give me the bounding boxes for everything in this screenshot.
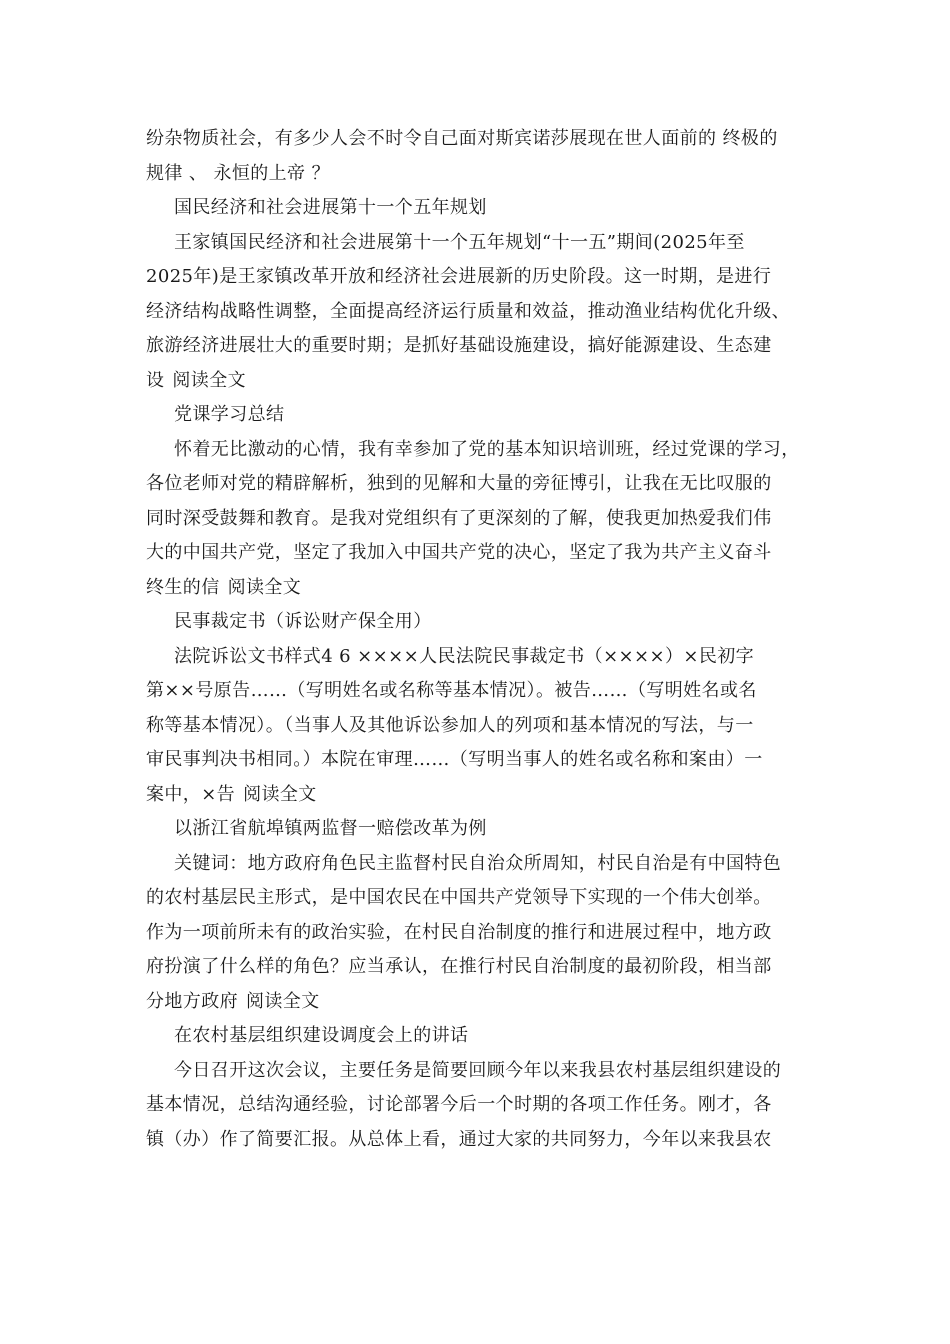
article-last-line: [146, 778, 810, 813]
article-title: 在农村基层组织建设调度会上的讲话: [174, 1025, 469, 1046]
article-line: 案中，×告: [146, 783, 236, 805]
article-line: 审民事判决书相同。）本院在审理……（写明当事人的姓名或名称和案由）一: [146, 749, 763, 770]
article-line: 第××号原告……（写明姓名或名称等基本情况）。被告……（写明姓名或名: [146, 680, 757, 701]
article-line: 大的中国共产党，坚定了我加入中国共产党的决心，坚定了我为共产主义奋斗: [146, 542, 772, 563]
read-more-link[interactable]: 阅读全文: [227, 576, 302, 598]
article-line: 2025年)是王家镇改革开放和经济社会进展新的历史阶段。这一时期，是进行: [146, 266, 772, 287]
article: [146, 812, 810, 1019]
article-line: 基本情况，总结沟通经验，讨论部署今后一个时期的各项工作任务。刚才，各: [146, 1094, 772, 1115]
article-line: 的农村基层民主形式，是中国农民在中国共产党领导下实现的一个伟大创举。: [146, 887, 772, 908]
article-line: 设: [146, 369, 165, 391]
article-line: 同时深受鼓舞和教育。是我对党组织有了更深刻的了解，使我更加热爱我们伟: [146, 507, 772, 529]
intro-line: 纷杂物质社会，有多少人会不时令自己面对斯宾诺莎展现在世人面前的 终极的: [146, 128, 778, 149]
article-line: 终生的信: [146, 576, 220, 598]
article-line: 作为一项前所未有的政治实验，在村民自治制度的推行和进展过程中，地方政: [146, 921, 772, 943]
article: [146, 605, 810, 812]
article-line: 府扮演了什么样的角色？应当承认，在推行村民自治制度的最初阶段，相当部: [146, 956, 772, 977]
article: [146, 1019, 810, 1157]
article-line: 称等基本情况）。（当事人及其他诉讼参加人的列项和基本情况的写法，与一: [146, 714, 754, 736]
article-line: 怀着无比激动的心情，我有幸参加了党的基本知识培训班，经过党课的学习，: [174, 438, 800, 460]
article-line: 各位老师对党的精辟解析，独到的见解和大量的旁征博引，让我在无比叹服的: [146, 473, 772, 494]
article-title: 民事裁定书（诉讼财产保全用）: [174, 611, 432, 632]
article: [146, 191, 810, 398]
read-more-link[interactable]: 阅读全文: [246, 990, 320, 1012]
article: [146, 398, 810, 605]
read-more-link[interactable]: 阅读全文: [172, 369, 247, 391]
article-line: 关键词：地方政府角色民主监督村民自治众所周知，村民自治是有中国特色: [174, 852, 782, 874]
article-line: 今日召开这次会议，主要任务是简要回顾今年以来我县农村基层组织建设的: [174, 1059, 782, 1081]
article-title: 国民经济和社会进展第十一个五年规划: [174, 197, 487, 218]
document-body: [146, 122, 810, 1157]
article-last-line: [146, 985, 810, 1020]
article-title: 以浙江省航埠镇两监督一赔偿改革为例: [174, 818, 487, 839]
article-line: 镇（办）作了简要汇报。从总体上看，通过大家的共同努力，今年以来我县农: [146, 1128, 772, 1150]
article-line: 王家镇国民经济和社会进展第十一个五年规划“十一五”期间(2025年至: [174, 231, 745, 253]
article-last-line: [146, 571, 810, 606]
article-last-line: [146, 364, 810, 399]
article-title: 党课学习总结: [174, 404, 285, 425]
article-line: 分地方政府: [146, 990, 238, 1012]
article-line: 经济结构战略性调整，全面提高经济运行质量和效益，推动渔业结构优化升级、: [146, 300, 790, 322]
article-line: 旅游经济进展壮大的重要时期；是抓好基础设施建设，搞好能源建设、生态建: [146, 335, 772, 356]
article-line: 法院诉讼文书样式4 6 ××××人民法院民事裁定书（××××）×民初字: [174, 645, 755, 667]
read-more-link[interactable]: 阅读全文: [243, 783, 317, 805]
intro-line: 规律 、 永恒的上帝 ？: [146, 162, 330, 184]
